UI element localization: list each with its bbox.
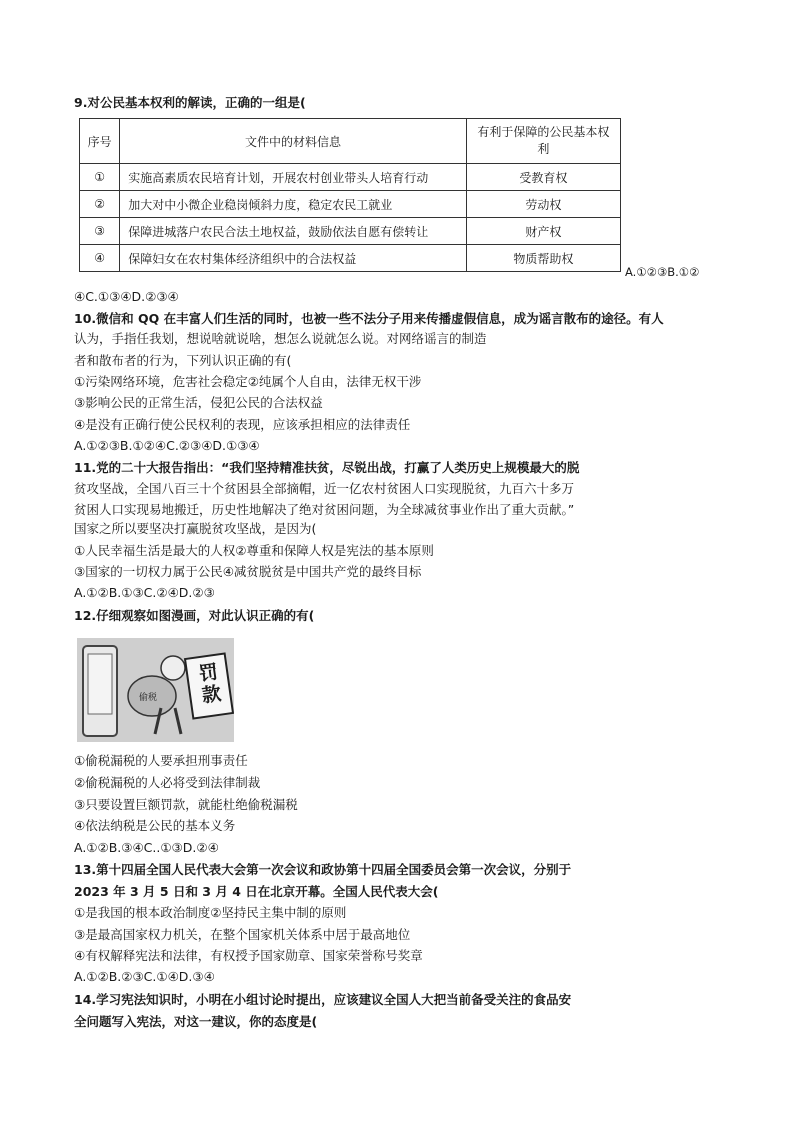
fine-sign: 罚款 <box>197 660 223 708</box>
table-row <box>80 164 621 191</box>
row-right: 物质帮助权 <box>466 245 620 272</box>
q10-option2: ③影响公民的正常生活，侵犯公民的合法权益 <box>74 395 323 410</box>
q9-options-b: ④C.①③④D.②③④ <box>74 289 179 304</box>
q14-line1: 14.学习宪法知识时，小明在小组讨论时提出，应该建议全国人大把当前备受关注的食品安 <box>74 992 572 1007</box>
row-right: 受教育权 <box>466 164 620 191</box>
q9-options-a: A.①②③B.①② <box>625 265 700 279</box>
q11-option1: ①人民幸福生活是最大的人权②尊重和保障人权是宪法的基本原则 <box>74 543 434 558</box>
row-no: ③ <box>80 218 120 245</box>
row-no: ④ <box>80 245 120 272</box>
q11-option2: ③国家的一切权力属于公民④减贫脱贫是中国共产党的最终目标 <box>74 564 422 579</box>
row-item: 保障进城落户农民合法土地权益，鼓励依法自愿有偿转让 <box>120 218 467 245</box>
q11-answers: A.①②B.①③C.②④D.②③ <box>74 585 215 600</box>
q14-line2: 全问题写入宪法，对这一建议，你的态度是( <box>74 1014 318 1029</box>
q12-option4: ④依法纳税是公民的基本义务 <box>74 818 236 833</box>
q10-line3: 者和散布者的行为，下列认识正确的有( <box>74 353 292 368</box>
tax-evasion-cartoon <box>77 638 234 742</box>
q10-option3: ④是没有正确行使公民权利的表现，应该承担相应的法律责任 <box>74 417 411 432</box>
table-row <box>80 245 621 272</box>
q12-option3: ③只要设置巨额罚款，就能杜绝偷税漏税 <box>74 797 298 812</box>
q13-line2: 2023 年 3 月 5 日和 3 月 4 日在北京开幕。全国人民代表大会( <box>74 884 439 899</box>
q13-option3: ④有权解释宪法和法律，有权授予国家勋章、国家荣誉称号奖章 <box>74 948 423 963</box>
row-item: 实施高素质农民培育计划，开展农村创业带头人培育行动 <box>120 164 467 191</box>
q10-option1: ①污染网络环境，危害社会稳定②纯属个人自由，法律无权干涉 <box>74 374 422 389</box>
table-row <box>80 218 621 245</box>
header-right: 有利于保障的公民基本权利 <box>466 119 620 164</box>
row-item: 保障妇女在农村集体经济组织中的合法权益 <box>120 245 467 272</box>
q11-line2: 贫攻坚战，全国八百三十个贫困县全部摘帽，近一亿农村贫困人口实现脱贫，九百六十多万 <box>74 481 575 496</box>
header-no: 序号 <box>80 119 120 164</box>
q13-option1: ①是我国的根本政治制度②坚持民主集中制的原则 <box>74 905 347 920</box>
rights-table <box>79 118 621 272</box>
q10-line2: 认为，手指任我划，想说啥就说啥，想怎么说就怎么说。对网络谣言的制造 <box>74 331 487 346</box>
tax-evasion-bag-label: 偷税 <box>139 693 158 703</box>
q11-line4: 国家之所以要坚决打赢脱贫攻坚战，是因为( <box>74 521 317 536</box>
q12-option1: ①偷税漏税的人要承担刑事责任 <box>74 753 248 768</box>
q12-option2: ②偷税漏税的人必将受到法律制裁 <box>74 775 261 790</box>
q10-line1: 10.微信和 QQ 在丰富人们生活的同时，也被一些不法分子用来传播虚假信息，成为谣言散布的途径。有人 <box>74 311 664 326</box>
row-right: 财产权 <box>466 218 620 245</box>
row-right: 劳动权 <box>466 191 620 218</box>
header-item: 文件中的材料信息 <box>120 119 467 164</box>
q13-answers: A.①②B.②③C.①④D.③④ <box>74 969 215 984</box>
q9-title: 9.对公民基本权利的解读，正确的一组是( <box>74 95 306 110</box>
q11-line3: 贫困人口实现易地搬迁，历史性地解决了绝对贫困问题，为全球减贫事业作出了重大贡献。” <box>74 502 575 517</box>
row-no: ② <box>80 191 120 218</box>
q13-option2: ③是最高国家权力机关，在整个国家机关体系中居于最高地位 <box>74 927 411 942</box>
q12-answers: A.①②B.③④C..①③D.②④ <box>74 840 219 855</box>
q11-line1: 11.党的二十大报告指出：“我们坚持精准扶贫，尽锐出战，打赢了人类历史上规模最大的脱 <box>74 460 580 475</box>
table-row <box>80 191 621 218</box>
q12-title: 12.仔细观察如图漫画，对此认识正确的有( <box>74 608 315 623</box>
row-no: ① <box>80 164 120 191</box>
row-item: 加大对中小微企业稳岗倾斜力度，稳定农民工就业 <box>120 191 467 218</box>
q13-line1: 13.第十四届全国人民代表大会第一次会议和政协第十四届全国委员会第一次会议，分别于 <box>74 862 572 877</box>
table-header-row <box>80 119 621 164</box>
q10-answers: A.①②③B.①②④C.②③④D.①③④ <box>74 438 260 453</box>
